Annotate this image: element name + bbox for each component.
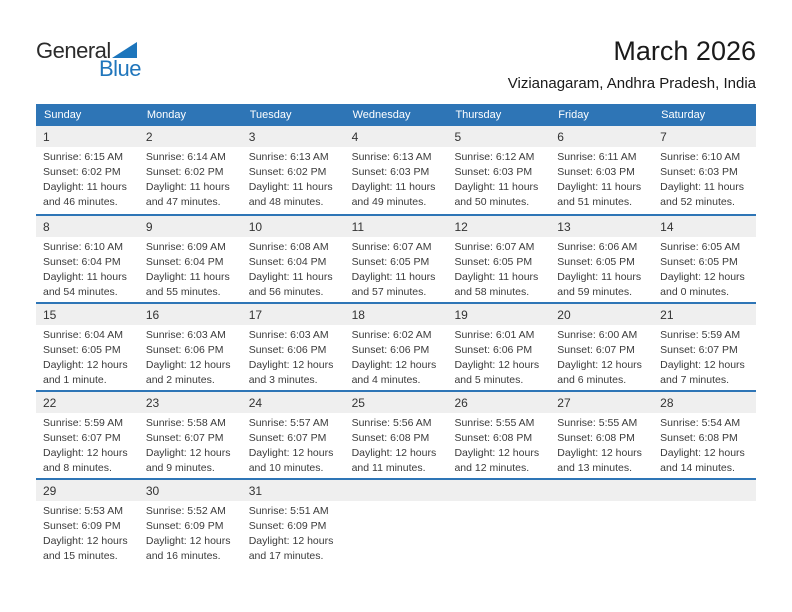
daylight-line: Daylight: 12 hours bbox=[351, 447, 437, 459]
sunrise-line: Sunrise: 5:55 AM bbox=[557, 417, 638, 429]
day-cell-4 bbox=[345, 126, 448, 214]
day-number: 25 bbox=[345, 392, 448, 413]
day-details bbox=[242, 501, 345, 564]
day-number: 17 bbox=[242, 304, 345, 325]
daylight-line: Daylight: 11 hours bbox=[454, 271, 539, 283]
weekday-header-thursday: Thursday bbox=[455, 109, 502, 121]
sunrise-line: Sunrise: 6:06 AM bbox=[557, 241, 638, 253]
sunset-line: Sunset: 6:05 PM bbox=[557, 256, 635, 268]
day-cell-31 bbox=[242, 480, 345, 566]
daylight-line: Daylight: 12 hours bbox=[454, 359, 540, 371]
sunrise-line: Sunrise: 6:14 AM bbox=[145, 151, 226, 163]
daylight-line-2: and 0 minutes. bbox=[660, 286, 730, 298]
weekday-header-sunday: Sunday bbox=[44, 109, 82, 121]
sunrise-line: Sunrise: 6:08 AM bbox=[248, 241, 329, 253]
sunrise-line: Sunrise: 5:57 AM bbox=[248, 417, 329, 429]
sunset-line: Sunset: 6:06 PM bbox=[248, 344, 327, 356]
day-number: 10 bbox=[242, 216, 345, 237]
daylight-line-2: and 17 minutes. bbox=[248, 550, 324, 562]
sunrise-line: Sunrise: 5:52 AM bbox=[145, 505, 226, 517]
daylight-line: Daylight: 11 hours bbox=[351, 181, 436, 193]
sunset-line: Sunset: 6:05 PM bbox=[43, 344, 121, 356]
day-cell-30 bbox=[139, 480, 242, 566]
sunset-line: Sunset: 6:07 PM bbox=[43, 432, 121, 444]
sunrise-line: Sunrise: 6:13 AM bbox=[248, 151, 329, 163]
daylight-line: Daylight: 11 hours bbox=[145, 181, 230, 193]
day-cell-26 bbox=[447, 392, 550, 478]
sunset-line: Sunset: 6:09 PM bbox=[43, 520, 121, 532]
sunset-line: Sunset: 6:07 PM bbox=[660, 344, 738, 356]
daylight-line-2: and 5 minutes. bbox=[454, 374, 524, 386]
daylight-line: Daylight: 12 hours bbox=[660, 447, 745, 459]
sunrise-line: Sunrise: 6:00 AM bbox=[557, 329, 638, 341]
day-details bbox=[550, 413, 653, 476]
daylight-line: Daylight: 12 hours bbox=[43, 535, 128, 547]
day-cell-11 bbox=[345, 216, 448, 302]
week-row-2 bbox=[36, 214, 756, 302]
daylight-line: Daylight: 11 hours bbox=[454, 181, 539, 193]
sunset-line: Sunset: 6:03 PM bbox=[454, 166, 533, 178]
daylight-line-2: and 49 minutes. bbox=[351, 196, 427, 208]
day-number: 8 bbox=[36, 216, 139, 237]
day-number: 30 bbox=[139, 480, 242, 501]
day-number: 2 bbox=[139, 126, 242, 147]
day-cell-22 bbox=[36, 392, 139, 478]
weekday-header-saturday: Saturday bbox=[661, 109, 706, 121]
weekday-header-wednesday: Wednesday bbox=[352, 109, 411, 121]
daylight-line-2: and 2 minutes. bbox=[145, 374, 215, 386]
week-row-5 bbox=[36, 478, 756, 566]
daylight-line: Daylight: 12 hours bbox=[145, 447, 231, 459]
day-number: 31 bbox=[242, 480, 345, 501]
day-details bbox=[653, 147, 756, 210]
day-number: 16 bbox=[139, 304, 242, 325]
daylight-line: Daylight: 11 hours bbox=[557, 271, 642, 283]
day-details bbox=[36, 501, 139, 564]
day-number: 28 bbox=[653, 392, 756, 413]
sunrise-line: Sunrise: 5:55 AM bbox=[454, 417, 535, 429]
daylight-line-2: and 15 minutes. bbox=[43, 550, 118, 562]
day-number: 6 bbox=[550, 126, 653, 147]
day-number: 7 bbox=[653, 126, 756, 147]
weekday-header-friday: Friday bbox=[558, 109, 589, 121]
daylight-line: Daylight: 12 hours bbox=[660, 359, 745, 371]
day-number: 24 bbox=[242, 392, 345, 413]
daylight-line-2: and 3 minutes. bbox=[248, 374, 318, 386]
sunrise-line: Sunrise: 6:15 AM bbox=[43, 151, 123, 163]
daylight-line-2: and 50 minutes. bbox=[454, 196, 530, 208]
daylight-line-2: and 47 minutes. bbox=[145, 196, 221, 208]
day-cell-25 bbox=[345, 392, 448, 478]
day-number: 9 bbox=[139, 216, 242, 237]
day-number-empty bbox=[550, 480, 653, 501]
week-row-4 bbox=[36, 390, 756, 478]
sunset-line: Sunset: 6:08 PM bbox=[557, 432, 635, 444]
daylight-line-2: and 46 minutes. bbox=[43, 196, 118, 208]
sunset-line: Sunset: 6:06 PM bbox=[454, 344, 533, 356]
sunset-line: Sunset: 6:04 PM bbox=[145, 256, 224, 268]
daylight-line: Daylight: 12 hours bbox=[43, 359, 128, 371]
week-row-3 bbox=[36, 302, 756, 390]
daylight-line-2: and 1 minute. bbox=[43, 374, 107, 386]
daylight-line-2: and 57 minutes. bbox=[351, 286, 427, 298]
sunrise-line: Sunrise: 6:07 AM bbox=[351, 241, 432, 253]
sunset-line: Sunset: 6:07 PM bbox=[557, 344, 635, 356]
daylight-line: Daylight: 11 hours bbox=[248, 181, 333, 193]
daylight-line-2: and 12 minutes. bbox=[454, 462, 530, 474]
sunrise-line: Sunrise: 5:53 AM bbox=[43, 505, 123, 517]
day-cell-empty bbox=[345, 480, 448, 566]
day-cell-5 bbox=[447, 126, 550, 214]
day-number: 11 bbox=[345, 216, 448, 237]
day-details bbox=[242, 325, 345, 388]
sunrise-line: Sunrise: 6:07 AM bbox=[454, 241, 535, 253]
day-cell-16 bbox=[139, 304, 242, 390]
day-cell-29 bbox=[36, 480, 139, 566]
weekday-header-row bbox=[36, 104, 756, 126]
daylight-line-2: and 6 minutes. bbox=[557, 374, 627, 386]
day-details bbox=[653, 325, 756, 388]
weekday-header-monday: Monday bbox=[146, 109, 186, 121]
day-number-empty bbox=[653, 480, 756, 501]
daylight-line-2: and 7 minutes. bbox=[660, 374, 730, 386]
day-cell-7 bbox=[653, 126, 756, 214]
day-cell-24 bbox=[242, 392, 345, 478]
sunrise-line: Sunrise: 6:02 AM bbox=[351, 329, 432, 341]
sunrise-line: Sunrise: 5:56 AM bbox=[351, 417, 432, 429]
title-block bbox=[508, 36, 756, 92]
day-number: 1 bbox=[36, 126, 139, 147]
day-cell-8 bbox=[36, 216, 139, 302]
day-cell-empty bbox=[653, 480, 756, 566]
day-details bbox=[447, 147, 550, 210]
sunrise-line: Sunrise: 6:03 AM bbox=[145, 329, 226, 341]
day-cell-13 bbox=[550, 216, 653, 302]
day-cell-18 bbox=[345, 304, 448, 390]
daylight-line: Daylight: 11 hours bbox=[145, 271, 230, 283]
sunset-line: Sunset: 6:07 PM bbox=[145, 432, 224, 444]
daylight-line: Daylight: 12 hours bbox=[145, 535, 231, 547]
sunset-line: Sunset: 6:02 PM bbox=[248, 166, 327, 178]
weekday-header-tuesday: Tuesday bbox=[249, 109, 292, 121]
page-title: March 2026 bbox=[613, 36, 756, 66]
daylight-line-2: and 59 minutes. bbox=[557, 286, 633, 298]
daylight-line-2: and 14 minutes. bbox=[660, 462, 735, 474]
calendar-table bbox=[36, 104, 756, 566]
sunset-line: Sunset: 6:03 PM bbox=[660, 166, 738, 178]
day-details bbox=[345, 237, 448, 300]
sunset-line: Sunset: 6:02 PM bbox=[145, 166, 224, 178]
day-details bbox=[447, 237, 550, 300]
day-number: 20 bbox=[550, 304, 653, 325]
sunset-line: Sunset: 6:05 PM bbox=[660, 256, 738, 268]
sunrise-line: Sunrise: 5:58 AM bbox=[145, 417, 226, 429]
day-cell-19 bbox=[447, 304, 550, 390]
day-details bbox=[242, 237, 345, 300]
logo-text-general: General bbox=[36, 38, 111, 63]
day-details bbox=[447, 325, 550, 388]
daylight-line-2: and 4 minutes. bbox=[351, 374, 421, 386]
day-details bbox=[36, 325, 139, 388]
sunset-line: Sunset: 6:05 PM bbox=[351, 256, 430, 268]
day-cell-14 bbox=[653, 216, 756, 302]
day-details bbox=[139, 501, 242, 564]
day-details bbox=[653, 237, 756, 300]
daylight-line-2: and 56 minutes. bbox=[248, 286, 324, 298]
day-number: 27 bbox=[550, 392, 653, 413]
sunrise-line: Sunrise: 6:13 AM bbox=[351, 151, 432, 163]
day-details bbox=[242, 413, 345, 476]
sunrise-line: Sunrise: 5:59 AM bbox=[43, 417, 123, 429]
day-number-empty bbox=[345, 480, 448, 501]
daylight-line-2: and 51 minutes. bbox=[557, 196, 633, 208]
daylight-line-2: and 55 minutes. bbox=[145, 286, 221, 298]
sunset-line: Sunset: 6:04 PM bbox=[248, 256, 327, 268]
day-cell-2 bbox=[139, 126, 242, 214]
day-cell-10 bbox=[242, 216, 345, 302]
day-details bbox=[550, 147, 653, 210]
daylight-line: Daylight: 12 hours bbox=[248, 447, 334, 459]
daylight-line: Daylight: 11 hours bbox=[557, 181, 642, 193]
sunrise-line: Sunrise: 5:59 AM bbox=[660, 329, 741, 341]
day-number: 4 bbox=[345, 126, 448, 147]
sunset-line: Sunset: 6:08 PM bbox=[454, 432, 533, 444]
day-details bbox=[36, 413, 139, 476]
sunset-line: Sunset: 6:07 PM bbox=[248, 432, 327, 444]
daylight-line-2: and 13 minutes. bbox=[557, 462, 633, 474]
daylight-line-2: and 10 minutes. bbox=[248, 462, 324, 474]
page-subtitle: Vizianagaram, Andhra Pradesh, India bbox=[507, 75, 756, 92]
daylight-line: Daylight: 12 hours bbox=[43, 447, 128, 459]
daylight-line: Daylight: 11 hours bbox=[43, 181, 127, 193]
daylight-line: Daylight: 12 hours bbox=[145, 359, 231, 371]
sunset-line: Sunset: 6:05 PM bbox=[454, 256, 533, 268]
sunset-line: Sunset: 6:03 PM bbox=[557, 166, 635, 178]
day-number: 12 bbox=[447, 216, 550, 237]
sunrise-line: Sunrise: 6:03 AM bbox=[248, 329, 329, 341]
day-cell-3 bbox=[242, 126, 345, 214]
day-number: 21 bbox=[653, 304, 756, 325]
day-details bbox=[345, 325, 448, 388]
daylight-line-2: and 8 minutes. bbox=[43, 462, 112, 474]
day-number: 18 bbox=[345, 304, 448, 325]
day-details bbox=[139, 237, 242, 300]
day-cell-6 bbox=[550, 126, 653, 214]
day-cell-28 bbox=[653, 392, 756, 478]
day-number: 13 bbox=[550, 216, 653, 237]
sunrise-line: Sunrise: 6:04 AM bbox=[43, 329, 123, 341]
day-details bbox=[242, 147, 345, 210]
day-cell-15 bbox=[36, 304, 139, 390]
daylight-line-2: and 48 minutes. bbox=[248, 196, 324, 208]
day-number: 29 bbox=[36, 480, 139, 501]
daylight-line: Daylight: 12 hours bbox=[454, 447, 540, 459]
week-row-1 bbox=[36, 126, 756, 214]
calendar-body bbox=[36, 126, 756, 566]
day-details bbox=[139, 325, 242, 388]
sunrise-line: Sunrise: 6:12 AM bbox=[454, 151, 535, 163]
day-cell-17 bbox=[242, 304, 345, 390]
day-details bbox=[139, 147, 242, 210]
sunrise-line: Sunrise: 6:05 AM bbox=[660, 241, 741, 253]
daylight-line-2: and 58 minutes. bbox=[454, 286, 530, 298]
sunrise-line: Sunrise: 5:54 AM bbox=[660, 417, 741, 429]
sunrise-line: Sunrise: 6:09 AM bbox=[145, 241, 226, 253]
day-cell-empty bbox=[447, 480, 550, 566]
sunset-line: Sunset: 6:08 PM bbox=[351, 432, 430, 444]
day-details bbox=[36, 147, 139, 210]
page-header bbox=[36, 36, 756, 106]
sunset-line: Sunset: 6:08 PM bbox=[660, 432, 738, 444]
daylight-line: Daylight: 12 hours bbox=[557, 359, 642, 371]
daylight-line: Daylight: 12 hours bbox=[660, 271, 745, 283]
sunset-line: Sunset: 6:02 PM bbox=[43, 166, 121, 178]
daylight-line-2: and 16 minutes. bbox=[145, 550, 221, 562]
daylight-line-2: and 11 minutes. bbox=[351, 462, 426, 474]
day-cell-9 bbox=[139, 216, 242, 302]
sunrise-line: Sunrise: 5:51 AM bbox=[248, 505, 329, 517]
day-details bbox=[550, 325, 653, 388]
sunset-line: Sunset: 6:06 PM bbox=[145, 344, 224, 356]
day-number: 3 bbox=[242, 126, 345, 147]
day-details bbox=[550, 237, 653, 300]
sunset-line: Sunset: 6:03 PM bbox=[351, 166, 430, 178]
daylight-line: Daylight: 11 hours bbox=[660, 181, 745, 193]
daylight-line-2: and 9 minutes. bbox=[145, 462, 215, 474]
daylight-line: Daylight: 11 hours bbox=[43, 271, 127, 283]
daylight-line: Daylight: 12 hours bbox=[351, 359, 437, 371]
day-number: 5 bbox=[447, 126, 550, 147]
day-details bbox=[345, 413, 448, 476]
sunset-line: Sunset: 6:09 PM bbox=[145, 520, 224, 532]
general-blue-logo bbox=[36, 38, 141, 82]
daylight-line-2: and 52 minutes. bbox=[660, 196, 735, 208]
sunrise-line: Sunrise: 6:10 AM bbox=[660, 151, 741, 163]
sunset-line: Sunset: 6:04 PM bbox=[43, 256, 121, 268]
daylight-line: Daylight: 12 hours bbox=[248, 359, 334, 371]
day-cell-12 bbox=[447, 216, 550, 302]
day-details bbox=[139, 413, 242, 476]
day-cell-20 bbox=[550, 304, 653, 390]
day-number-empty bbox=[447, 480, 550, 501]
sunset-line: Sunset: 6:09 PM bbox=[248, 520, 327, 532]
day-cell-1 bbox=[36, 126, 139, 214]
day-details bbox=[653, 413, 756, 476]
sunset-line: Sunset: 6:06 PM bbox=[351, 344, 430, 356]
day-cell-empty bbox=[550, 480, 653, 566]
day-number: 14 bbox=[653, 216, 756, 237]
daylight-line: Daylight: 12 hours bbox=[557, 447, 642, 459]
logo-text-blue: Blue bbox=[99, 56, 142, 81]
daylight-line-2: and 54 minutes. bbox=[43, 286, 118, 298]
day-cell-23 bbox=[139, 392, 242, 478]
daylight-line: Daylight: 11 hours bbox=[351, 271, 436, 283]
sunrise-line: Sunrise: 6:01 AM bbox=[454, 329, 535, 341]
day-number: 15 bbox=[36, 304, 139, 325]
daylight-line: Daylight: 12 hours bbox=[248, 535, 334, 547]
day-number: 23 bbox=[139, 392, 242, 413]
day-cell-27 bbox=[550, 392, 653, 478]
day-details bbox=[36, 237, 139, 300]
day-details bbox=[345, 147, 448, 210]
sunrise-line: Sunrise: 6:11 AM bbox=[557, 151, 637, 163]
daylight-line: Daylight: 11 hours bbox=[248, 271, 333, 283]
day-number: 22 bbox=[36, 392, 139, 413]
day-details bbox=[447, 413, 550, 476]
day-cell-21 bbox=[653, 304, 756, 390]
sunrise-line: Sunrise: 6:10 AM bbox=[43, 241, 123, 253]
day-number: 19 bbox=[447, 304, 550, 325]
day-number: 26 bbox=[447, 392, 550, 413]
